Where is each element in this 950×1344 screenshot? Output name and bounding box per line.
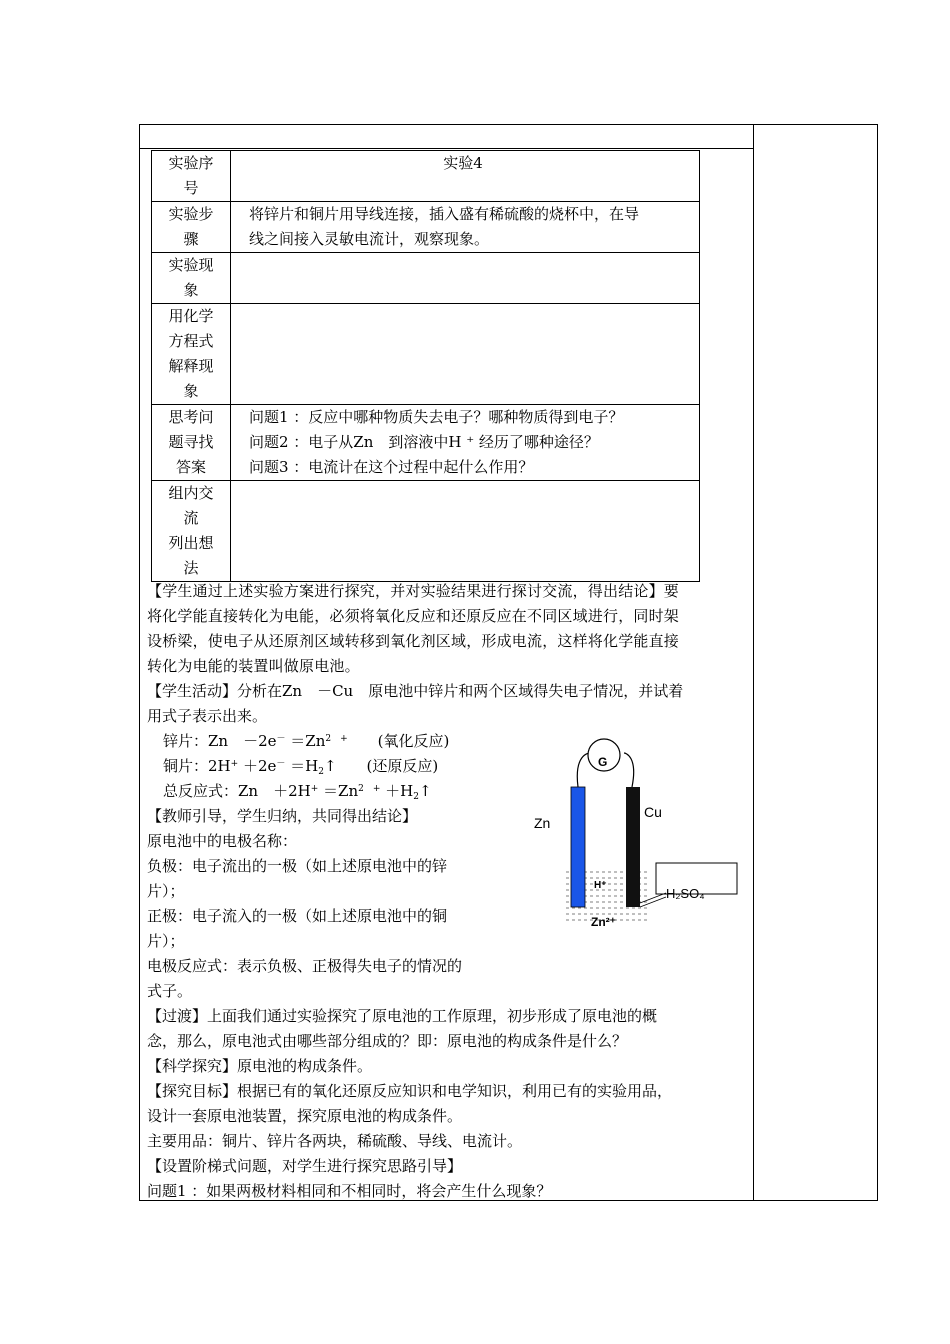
callout-pointer [640,897,666,907]
row-value: 实验4 [231,151,700,202]
table-row [152,304,700,405]
zinc-ion-label: Zn²⁺ [591,915,616,929]
table-row [152,253,700,304]
callout-pointer [640,893,666,903]
row-label: 思考问 题寻找 答案 [152,405,231,481]
row-value [231,481,700,582]
row-label: 组内交 流 列出想 法 [152,481,231,582]
galvanic-cell-diagram [528,735,748,935]
zinc-plate [571,787,585,907]
copper-plate [626,787,640,907]
copper-label: Cu [644,804,662,820]
table-row [152,405,700,481]
galvanometer-label: G [598,755,608,769]
zinc-label: Zn [534,815,551,831]
table-row [152,481,700,582]
electrode-definitions: 【教师引导，学生归纳，共同得出结论】 原电池中的电极名称： 负极：电子流出的一极（如上述原电池中的锌 片）； 正极：电子流入的一极（如上述原电池中的铜 片）； 电极反应式：表示负极、正极得失电子的情况的 式子。 [147,807,463,1000]
row-label: 实验序 号 [152,151,231,202]
equation-total: 总反应式：Zn $+2H^+ =Zn^{2 +}$ $+H_2↑$ [163,782,432,802]
table-row [152,151,700,202]
table-row [152,202,700,253]
equation-zinc: 锌片：Zn $-2e^- =Zn^{2 +}$ (氧化反应) [163,732,450,750]
row-value [231,253,700,304]
frame-divider [753,124,754,1201]
frame-top-row-line [139,148,754,149]
acid-label: H₂SO₄ [666,886,705,901]
row-value: 问题1 ：反应中哪种物质失去电子？哪种物质得到电子？ 问题2 ：电子从Zn 到溶液中H ⁺ 经历了哪种途径？ 问题3 ：电流计在这个过程中起什么作用？ [231,405,700,481]
student-activity-paragraph: 【学生活动】分析在Zn －Cu 原电池中锌片和两个区域得失电子情况，并试着 用式子表示出来。 [147,682,684,725]
conclusion-paragraph: 【学生通过上述实验方案进行探究，并对实验结果进行探讨交流，得出结论】要 将化学能直接转化为电能，必须将氧化反应和还原反应在不同区域进行，同时架 设桥梁，使电子从还原剂区域转移到氧化剂区域，形成电流，这样将化学能直接 转化为电能的装置叫做原电池。 [147,582,680,675]
row-label: 实验现 象 [152,253,231,304]
experiment-table [151,150,700,582]
wire-right [624,753,634,787]
inquiry-section: 【过渡】上面我们通过实验探究了原电池的工作原理，初步形成了原电池的概 念，那么，原电池式由哪些部分组成的？即：原电池的构成条件是什么？ 【科学探究】原电池的构成条件。 【探究目标】根据已有的氧化还原反应知识和电学知识，利用已有的实验用品， 设计一套原电池装置，探究原电池的构成条件。 主要用品：铜片、锌片各两块，稀硫酸、导线、电流计。 【设置阶梯式问题，对学生进行探究思路引导】 问题1 ：如果两极材料相同和不相同时，将会产生什么现象？ [147,1007,673,1200]
row-label: 实验步 骤 [152,202,231,253]
row-value: 将锌片和铜片用导线连接，插入盛有稀硫酸的烧杯中，在导 线之间接入灵敏电流计，观察现象。 [231,202,700,253]
row-label: 用化学 方程式 解释现 象 [152,304,231,405]
hydrogen-ion-label: H⁺ [594,880,607,891]
equation-copper: 铜片：$2H^+ +2e^- =H_2↑$ (还原反应) [163,757,439,777]
row-value [231,304,700,405]
